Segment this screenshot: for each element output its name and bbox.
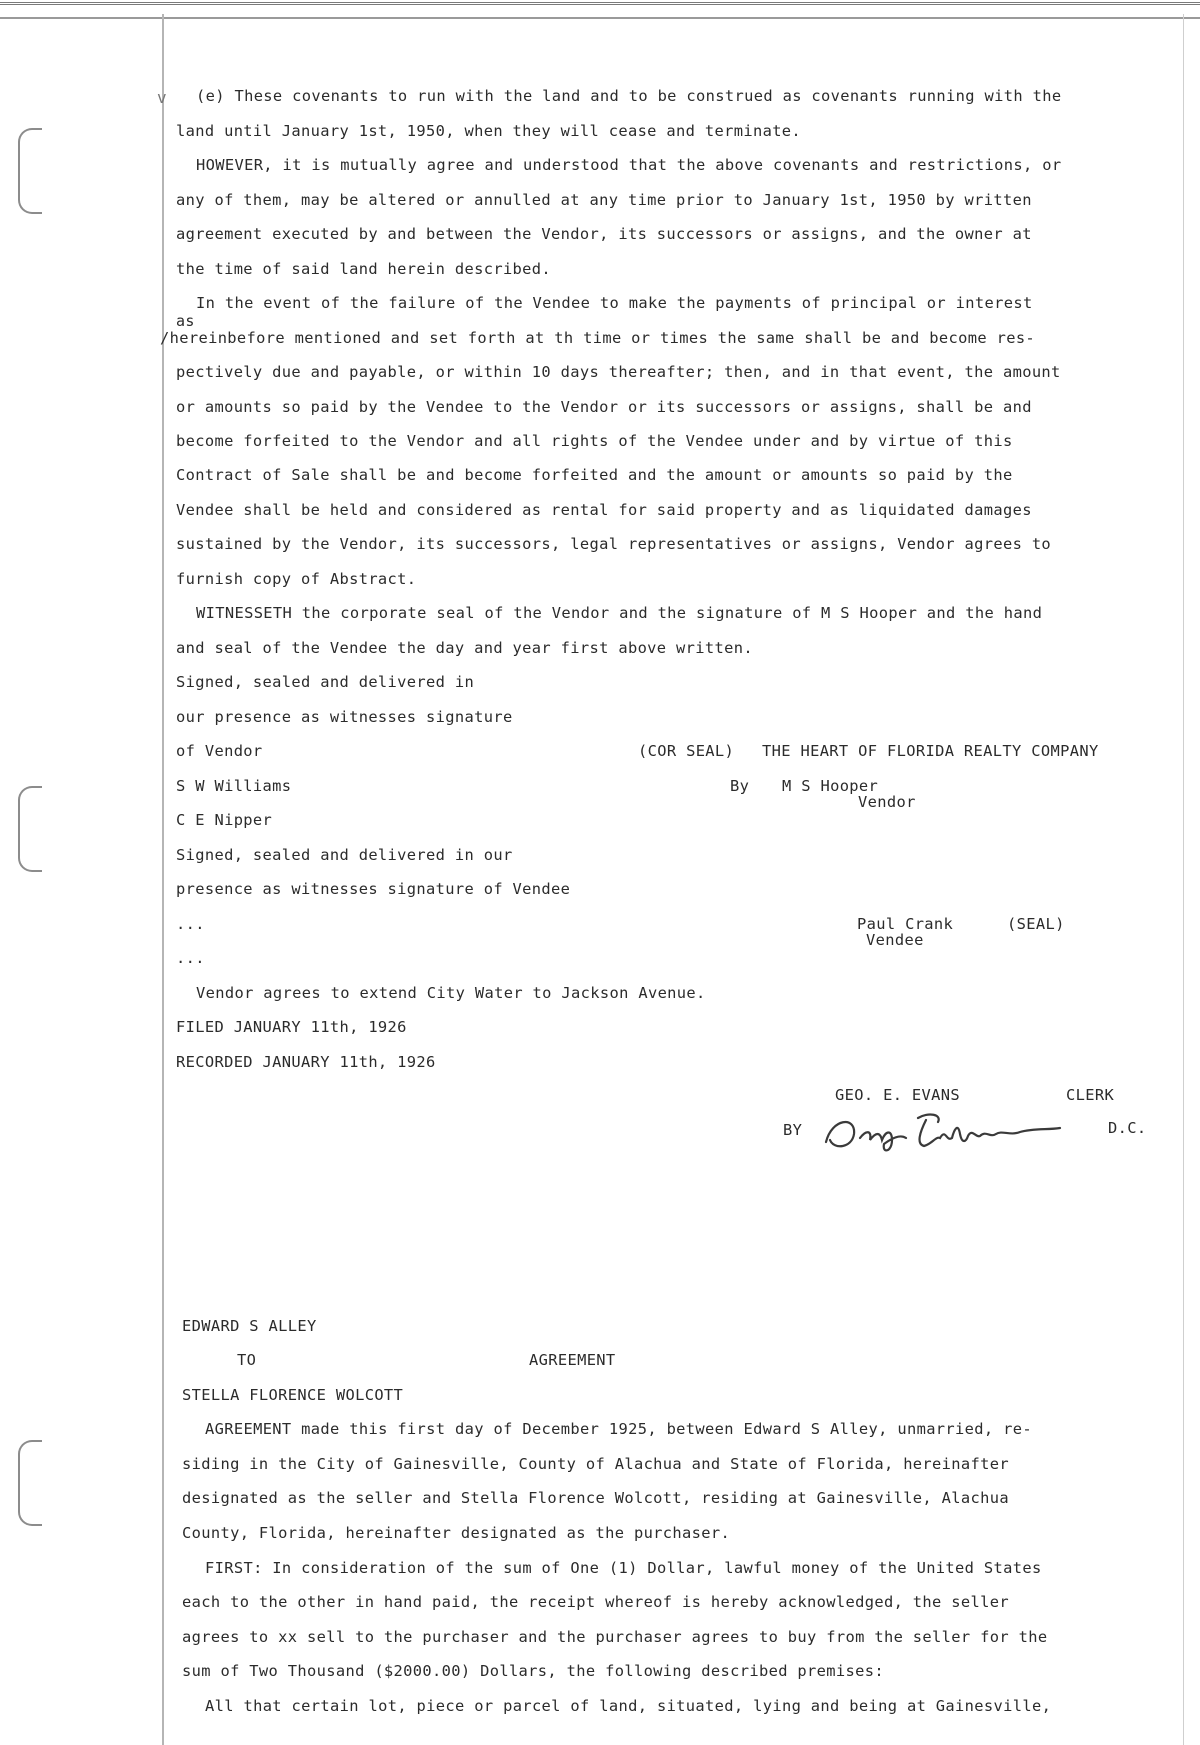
text-line: agreement executed by and between the Vendor, its successors or assigns, and the owner at xyxy=(176,225,1032,243)
by-label: By xyxy=(730,777,750,795)
text-line: any of them, may be altered or annulled at any time prior to January 1st, 1950 by written xyxy=(176,191,1032,209)
text-line: WITNESSETH the corporate seal of the Vendor and the signature of M S Hooper and the hand xyxy=(196,604,1043,622)
text-line: Vendee shall be held and considered as rental for said property and as liquidated damages xyxy=(176,501,1032,519)
text-line: furnish copy of Abstract. xyxy=(176,570,417,588)
text-line: become forfeited to the Vendor and all rights of the Vendee under and by virtue of this xyxy=(176,432,1013,450)
witness-name: S W Williams xyxy=(176,777,292,795)
text-line: of Vendor xyxy=(176,742,263,760)
text-line: agrees to xx sell to the purchaser and the purchaser agrees to buy from the seller for the xyxy=(182,1628,1048,1646)
vendor-label: Vendor xyxy=(858,793,916,811)
text-line: land until January 1st, 1950, when they will cease and terminate. xyxy=(176,122,802,140)
deputy-clerk-label: D.C. xyxy=(1108,1119,1147,1137)
witness-name: C E Nipper xyxy=(176,811,273,829)
signer-name: M S Hooper xyxy=(782,777,879,795)
vendee-name: Paul Crank xyxy=(857,915,954,933)
party-to: TO xyxy=(237,1351,257,1369)
vendee-label: Vendee xyxy=(866,931,924,949)
ellipsis-line: ... xyxy=(176,949,205,967)
text-line: sum of Two Thousand ($2000.00) Dollars, the following described premises: xyxy=(182,1662,884,1680)
text-line: County, Florida, hereinafter designated as the purchaser. xyxy=(182,1524,731,1542)
margin-tick: v xyxy=(157,88,167,107)
text-line: pectively due and payable, or within 10 days thereafter; then, and in that event, the amount xyxy=(176,363,1061,381)
text-line: each to the other in hand paid, the receipt whereof is hereby acknowledged, the seller xyxy=(182,1593,1009,1611)
text-line: presence as witnesses signature of Vendee xyxy=(176,880,571,898)
text-line: Contract of Sale shall be and become forfeited and the amount or amounts so paid by the xyxy=(176,466,1013,484)
party-seller: EDWARD S ALLEY xyxy=(182,1317,317,1335)
text-line: AGREEMENT made this first day of December 1925, between Edward S Alley, unmarried, re- xyxy=(205,1420,1032,1438)
text-line: Signed, sealed and delivered in our xyxy=(176,846,513,864)
clerk-name: GEO. E. EVANS xyxy=(835,1086,961,1104)
agreement-title: AGREEMENT xyxy=(529,1351,616,1369)
text-line: or amounts so paid by the Vendee to the Vendor or its successors or assigns, shall be and xyxy=(176,398,1032,416)
party-purchaser: STELLA FLORENCE WOLCOTT xyxy=(182,1386,404,1404)
recorded-date: RECORDED JANUARY 11th, 1926 xyxy=(176,1053,436,1071)
text-line: All that certain lot, piece or parcel of land, situated, lying and being at Gainesville, xyxy=(205,1697,1052,1715)
text-line: designated as the seller and Stella Florence Wolcott, residing at Gainesville, Alachua xyxy=(182,1489,1009,1507)
text-line: (e) These covenants to run with the land and to be construed as covenants running with the xyxy=(196,87,1062,105)
vendee-seal: (SEAL) xyxy=(1007,915,1065,933)
text-line: Signed, sealed and delivered in xyxy=(176,673,475,691)
text-line: siding in the City of Gainesville, County of Alachua and State of Florida, hereinafter xyxy=(182,1455,1009,1473)
text-line: our presence as witnesses signature xyxy=(176,708,513,726)
text-line: and seal of the Vendee the day and year first above written. xyxy=(176,639,753,657)
text-line: FIRST: In consideration of the sum of One (1) Dollar, lawful money of the United States xyxy=(205,1559,1042,1577)
text-line: In the event of the failure of the Vendee to make the payments of principal or interest xyxy=(196,294,1033,312)
text-line: the time of said land herein described. xyxy=(176,260,552,278)
text-line: /hereinbefore mentioned and set forth at th time or times the same shall be and become res- xyxy=(160,329,1036,347)
text-line: sustained by the Vendor, its successors, legal representatives or assigns, Vendor agrees to xyxy=(176,535,1052,553)
by-label: BY xyxy=(783,1121,803,1139)
corporate-seal: (COR SEAL) xyxy=(638,742,735,760)
text-line: HOWEVER, it is mutually agree and understood that the above covenants and restrictions, or xyxy=(196,156,1062,174)
deputy-clerk-signature xyxy=(820,1108,1070,1158)
ellipsis-line: ... xyxy=(176,915,205,933)
clerk-title: CLERK xyxy=(1066,1086,1115,1104)
company-name: THE HEART OF FLORIDA REALTY COMPANY xyxy=(762,742,1099,760)
filed-date: FILED JANUARY 11th, 1926 xyxy=(176,1018,407,1036)
text-line: Vendor agrees to extend City Water to Jackson Avenue. xyxy=(196,984,706,1002)
interlined-word: as xyxy=(176,312,195,330)
